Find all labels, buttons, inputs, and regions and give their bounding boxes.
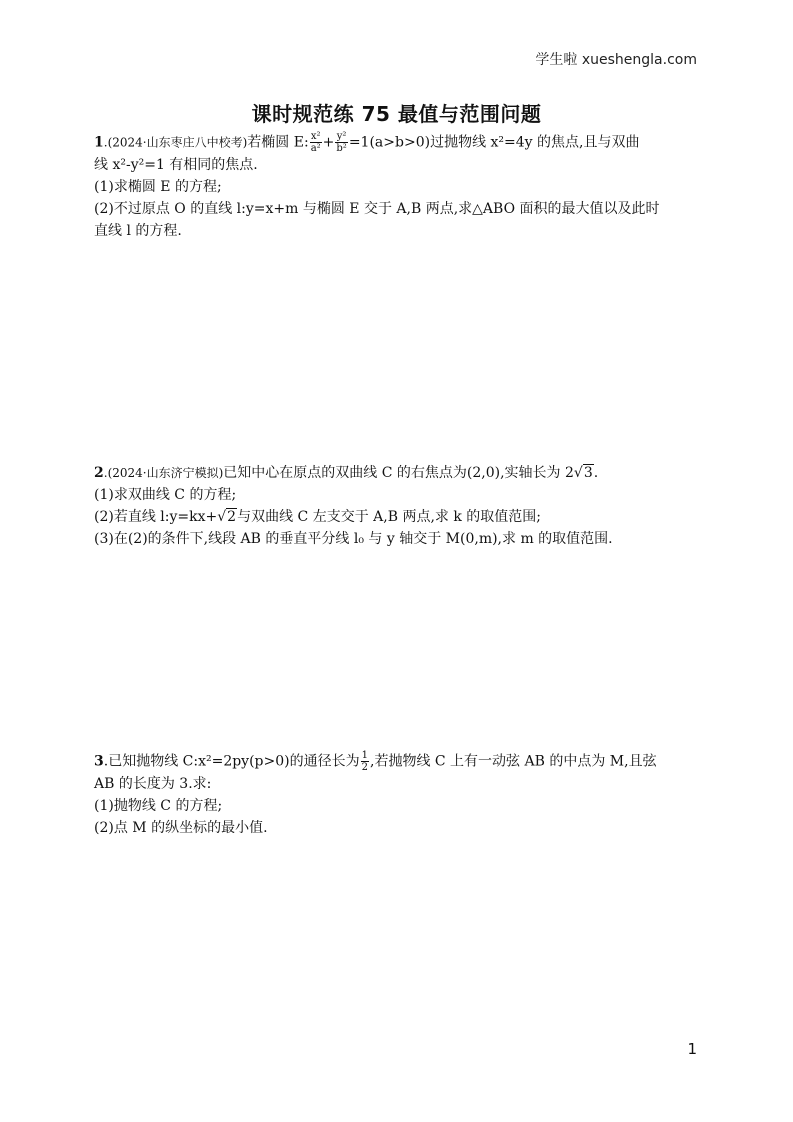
sub-question-1: (1)抛物线 C 的方程;	[94, 798, 223, 814]
stem-text: =1(a>b>0)过抛物线 x²=4y 的焦点,且与双曲	[348, 134, 640, 151]
problem-number: 2	[94, 465, 104, 481]
sub-question-1: (1)求双曲线 C 的方程;	[94, 487, 237, 503]
sub-question-2-cont: 直线 l 的方程.	[94, 223, 182, 239]
problem-source: .(2024·山东济宁模拟)	[103, 466, 224, 480]
sub-question-2: (2)点 M 的纵坐标的最小值.	[94, 820, 268, 836]
stem-text: 已知中心在原点的双曲线 C 的右焦点为(2,0),实轴长为 2	[223, 465, 574, 481]
fraction-numerator: x²	[310, 131, 321, 142]
problem-1-stem	[94, 131, 699, 154]
sub-question-2	[94, 506, 699, 528]
stem-text: 若椭圆 E:	[247, 134, 309, 151]
sub-question-text: (2)若直线 l:y=kx+	[94, 509, 218, 525]
stem-end: .	[593, 465, 599, 481]
fraction-denominator: 2	[361, 762, 368, 773]
site-watermark: 学生啦 xueshengla.com	[535, 52, 697, 68]
problem-3-stem	[94, 750, 699, 773]
fraction-denominator: a²	[310, 143, 321, 154]
problem-3	[94, 750, 699, 839]
sqrt-2: √2	[217, 509, 237, 525]
problem-number: 1	[94, 134, 104, 151]
problem-2	[94, 462, 699, 550]
fraction-one-half	[361, 750, 369, 773]
sub-question-text: 与双曲线 C 左支交于 A,B 两点,求 k 的取值范围;	[237, 509, 541, 525]
page-number: 1	[687, 1040, 697, 1058]
fraction-numerator: 1	[361, 750, 368, 761]
stem-line-2: AB 的长度为 3.求:	[94, 776, 212, 792]
plus-sign: +	[322, 134, 335, 151]
stem-text: ,若抛物线 C 上有一动弦 AB 的中点为 M,且弦	[370, 753, 657, 770]
stem-line-2: 线 x²-y²=1 有相同的焦点.	[94, 157, 258, 173]
problem-1	[94, 131, 699, 242]
sqrt-3: √3	[573, 465, 593, 481]
page-title: 课时规范练 75 最值与范围问题	[251, 102, 542, 126]
sub-question-2: (2)不过原点 O 的直线 l:y=x+m 与椭圆 E 交于 A,B 两点,求△ABO 面积的最大值以及此时	[94, 201, 660, 217]
fraction-x2-a2	[310, 131, 322, 154]
fraction-denominator: b²	[336, 143, 347, 154]
problem-2-stem	[94, 462, 699, 484]
sub-question-1: (1)求椭圆 E 的方程;	[94, 179, 222, 195]
fraction-numerator: y²	[336, 131, 347, 142]
sub-question-3: (3)在(2)的条件下,线段 AB 的垂直平分线 l₀ 与 y 轴交于 M(0,m),求 m 的取值范围.	[94, 531, 613, 547]
fraction-y2-b2	[335, 131, 347, 154]
stem-text: .已知抛物线 C:x²=2py(p>0)的通径长为	[103, 753, 360, 770]
radicand: 3	[583, 465, 593, 481]
problem-source: .(2024·山东枣庄八中校考)	[103, 135, 248, 150]
radicand: 2	[227, 509, 237, 525]
problem-number: 3	[94, 753, 104, 770]
